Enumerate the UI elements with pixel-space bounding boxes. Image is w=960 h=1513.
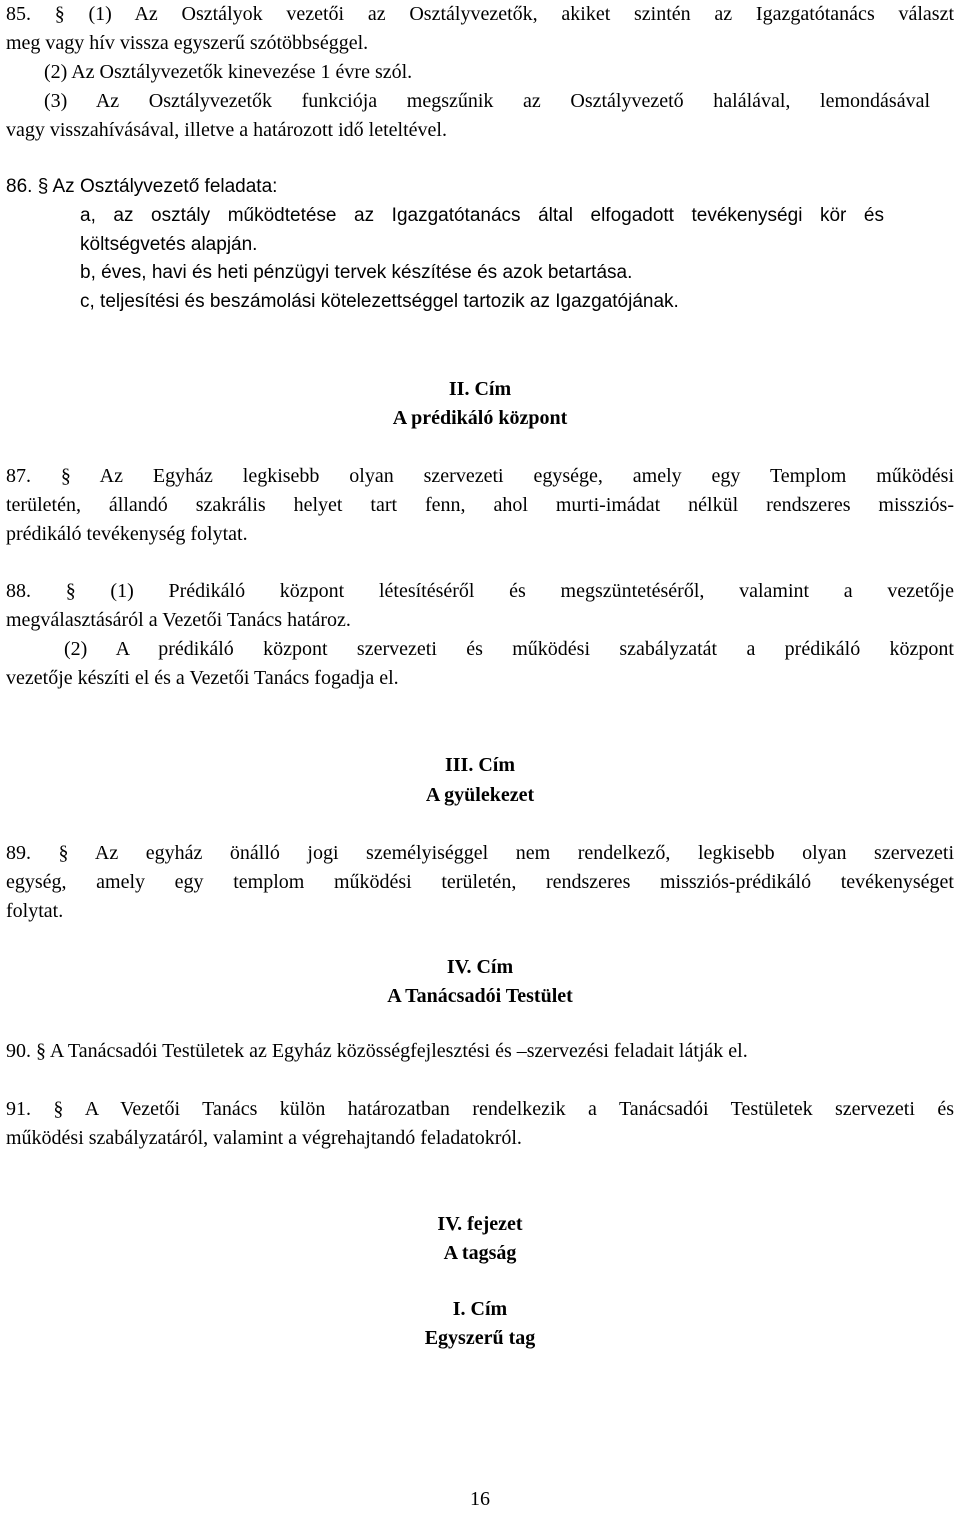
paragraph-88-line-4: vezetője készíti el és a Vezetői Tanács fogadja el.: [6, 667, 399, 689]
paragraph-86-line-3: költségvetés alapján.: [80, 234, 258, 255]
chapter-title-number: IV. fejezet: [437, 1213, 523, 1235]
paragraph-85-line-1: 85. § (1) Az Osztályok vezetői az Osztályvezetők, akiket szintén az Igazgatótanács választ: [6, 3, 954, 25]
paragraph-88-line-1: 88. § (1) Prédikáló központ létesítéséről és megszüntetéséről, valamint a vezetője: [6, 580, 954, 602]
section-title-name: A prédikáló központ: [392, 407, 568, 429]
section-title-number: II. Cím: [448, 378, 512, 400]
paragraph-85-line-3: (2) Az Osztályvezetők kinevezése 1 évre szól.: [44, 61, 413, 83]
paragraph-91-line-1: 91. § A Vezetői Tanács külön határozatban rendelkezik a Tanácsadói Testületek szervezeti és: [6, 1098, 954, 1120]
paragraph-86-line-4: b, éves, havi és heti pénzügyi tervek készítése és azok betartása.: [80, 262, 633, 283]
chapter-title-name: A tagság: [443, 1242, 517, 1264]
paragraph-87-line-1: 87. § Az Egyház legkisebb olyan szervezeti egysége, amely egy Templom működési: [6, 465, 954, 487]
paragraph-86-line-2: a, az osztály működtetése az Igazgatótanács által elfogadott tevékenységi kör és: [80, 205, 884, 226]
paragraph-88-line-2: megválasztásáról a Vezetői Tanács határoz.: [6, 609, 351, 631]
paragraph-90-line-1: 90. § A Tanácsadói Testületek az Egyház közösségfejlesztési és –szervezési feladait látják el.: [6, 1040, 748, 1062]
section-title-name: A Tanácsadói Testület: [387, 985, 573, 1007]
paragraph-85-line-2: meg vagy hív vissza egyszerű szótöbbséggel.: [6, 32, 369, 54]
paragraph-88-line-3: (2) A prédikáló központ szervezeti és működési szabályzatát a prédikáló központ: [64, 638, 954, 660]
paragraph-89-line-2: egység, amely egy templom működési területén, rendszeres missziós-prédikáló tevékenységet: [6, 871, 954, 893]
paragraph-89-line-3: folytat.: [6, 900, 64, 922]
paragraph-87-line-3: prédikáló tevékenység folytat.: [6, 523, 248, 545]
paragraph-85-line-5: vagy visszahívásával, illetve a határozott idő leteltével.: [6, 119, 447, 141]
section-title-number: III. Cím: [444, 754, 515, 776]
paragraph-89-line-1: 89. § Az egyház önálló jogi személyiséggel nem rendelkező, legkisebb olyan szervezeti: [6, 842, 954, 864]
paragraph-86-line-1: 86. § Az Osztályvezető feladata:: [6, 176, 278, 197]
section-title-number: I. Cím: [452, 1298, 508, 1320]
paragraph-87-line-2: területén, állandó szakrális helyet tart fenn, ahol murti-imádat nélkül rendszeres missziós-: [6, 494, 954, 516]
paragraph-91-line-2: működési szabályzatáról, valamint a végrehajtandó feladatokról.: [6, 1127, 522, 1149]
page-number: 16: [470, 1488, 490, 1510]
section-title-name: Egyszerű tag: [424, 1327, 536, 1349]
section-title-name: A gyülekezet: [425, 784, 535, 806]
section-title-number: IV. Cím: [446, 956, 514, 978]
paragraph-85-line-4: (3) Az Osztályvezetők funkciója megszűnik az Osztályvezető halálával, lemondásával: [44, 90, 930, 112]
paragraph-86-line-5: c, teljesítési és beszámolási kötelezettséggel tartozik az Igazgatójának.: [80, 291, 679, 312]
